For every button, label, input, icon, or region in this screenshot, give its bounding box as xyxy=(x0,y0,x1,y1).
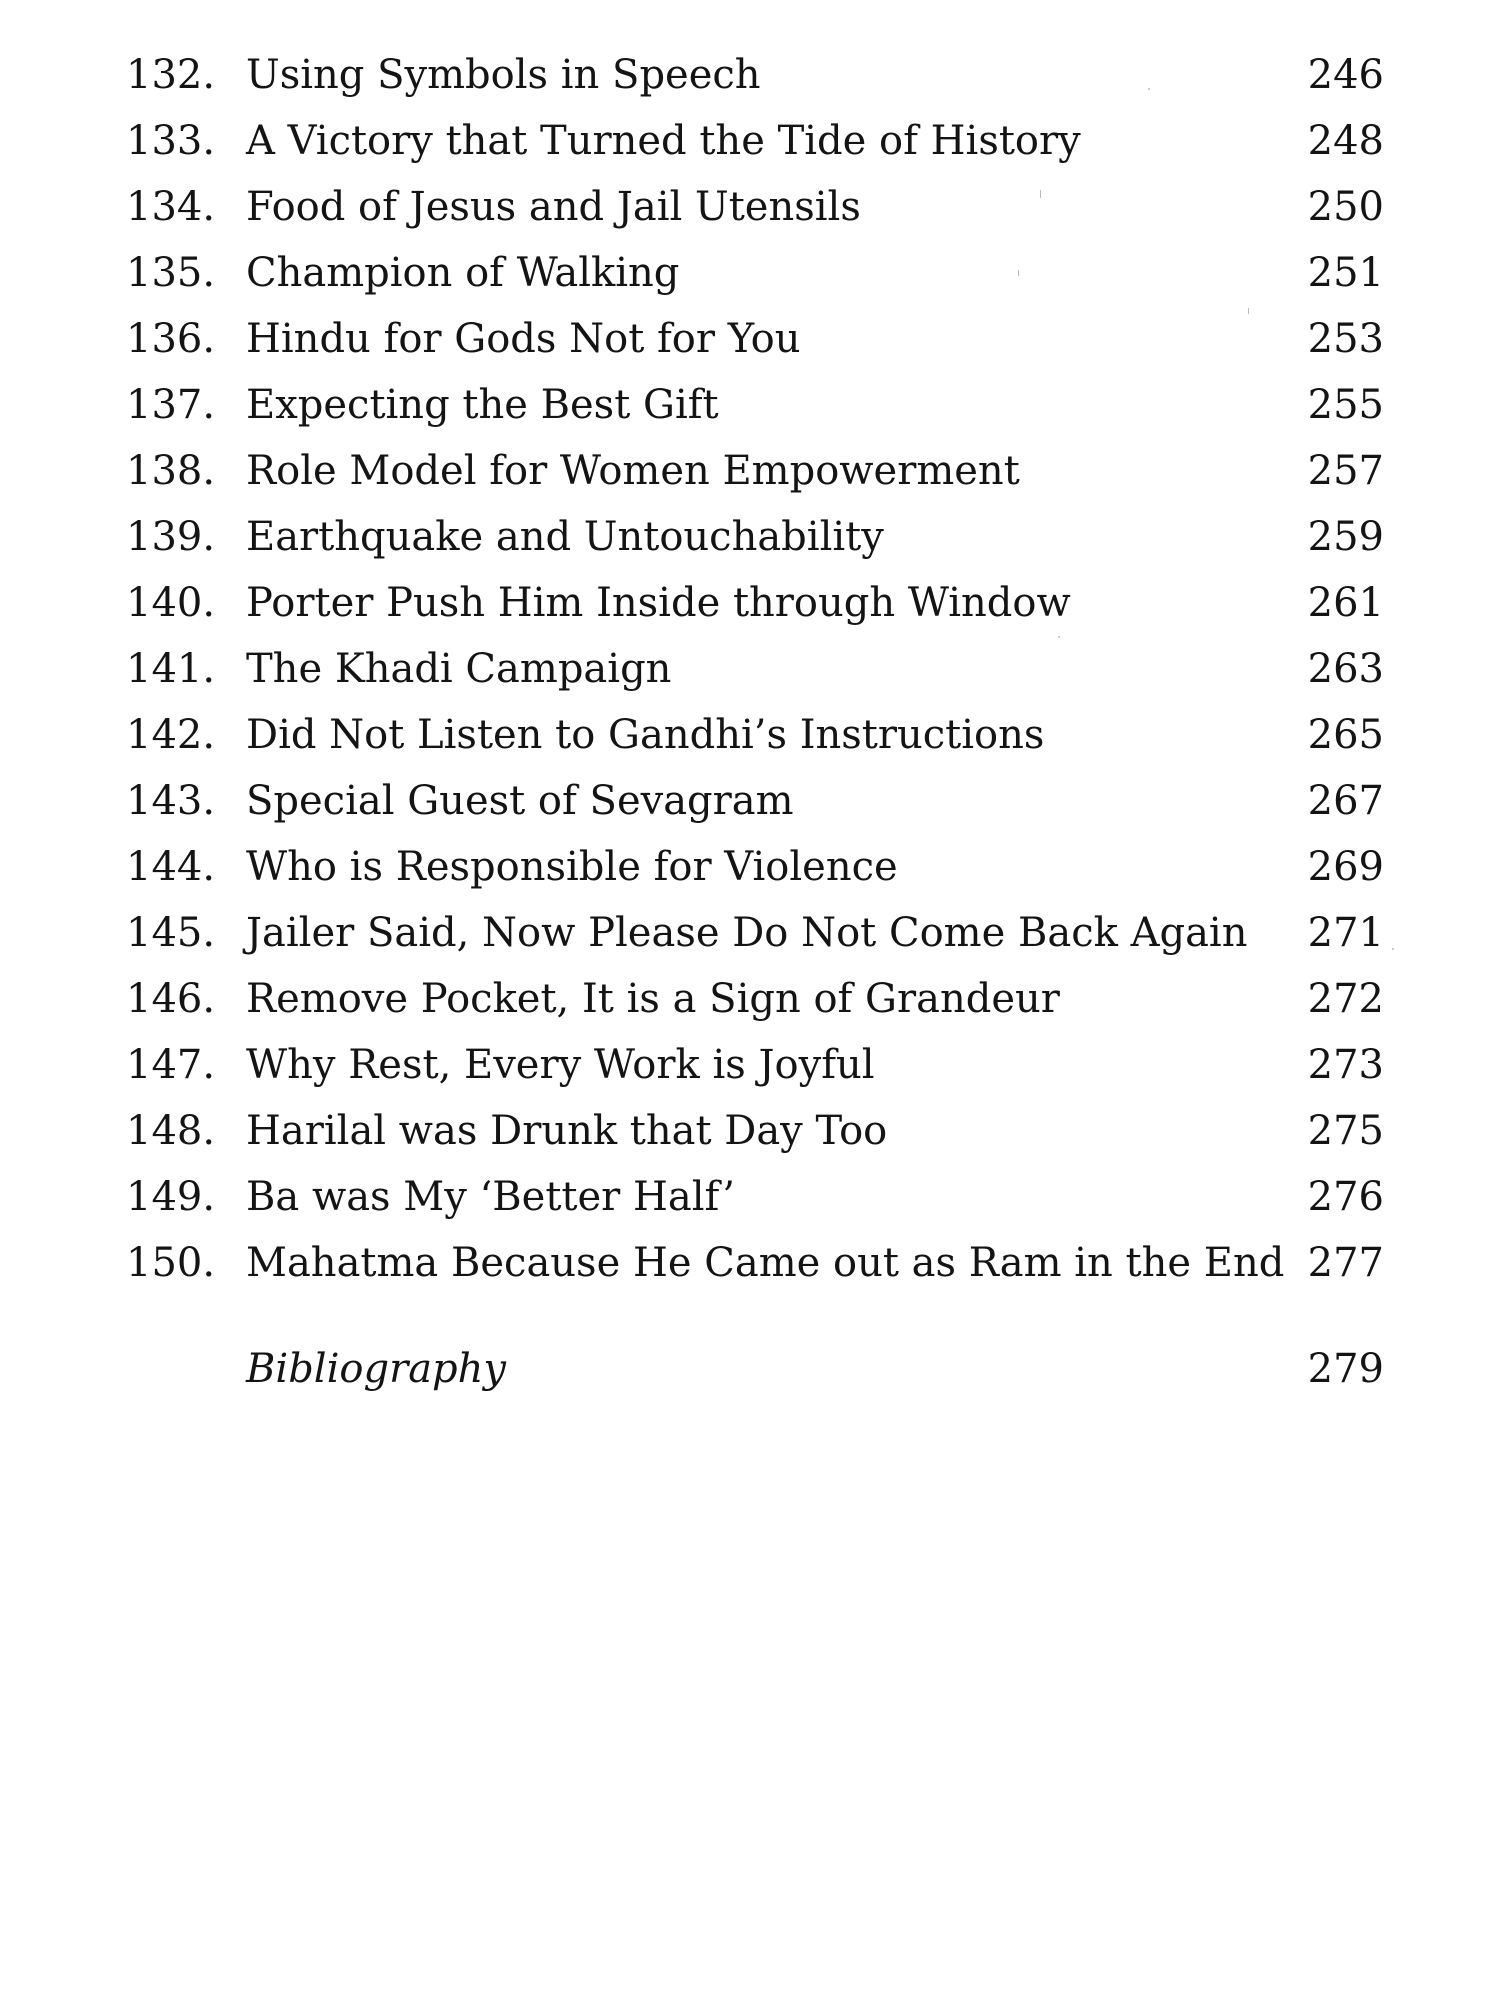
toc-entry-142[interactable] xyxy=(0,702,1500,768)
toc-entry-143[interactable] xyxy=(0,768,1500,834)
toc-entry-135[interactable] xyxy=(0,240,1500,306)
entry-page: 250 xyxy=(1307,184,1384,230)
entry-number: 149. xyxy=(126,1174,216,1220)
entry-title: Porter Push Him Inside through Window xyxy=(246,580,1071,626)
bibliography-title: Bibliography xyxy=(246,1346,506,1392)
entry-title: Why Rest, Every Work is Joyful xyxy=(246,1042,875,1088)
toc-entry-146[interactable] xyxy=(0,966,1500,1032)
entry-title: Did Not Listen to Gandhi’s Instructions xyxy=(246,712,1045,758)
entry-number: 133. xyxy=(126,118,216,164)
toc-entry-136[interactable] xyxy=(0,306,1500,372)
bibliography-page: 279 xyxy=(1307,1346,1384,1392)
entry-title: Ba was My ‘Better Half’ xyxy=(246,1174,735,1220)
entry-number: 146. xyxy=(126,976,216,1022)
toc-entry-149[interactable] xyxy=(0,1164,1500,1230)
entry-page: 265 xyxy=(1307,712,1384,758)
entry-number: 134. xyxy=(126,184,216,230)
scan-speck xyxy=(1040,190,1041,198)
entry-page: 275 xyxy=(1307,1108,1384,1154)
entry-title: Special Guest of Sevagram xyxy=(246,778,794,824)
entry-number: 138. xyxy=(126,448,216,494)
entry-number: 147. xyxy=(126,1042,216,1088)
entry-title: Earthquake and Untouchability xyxy=(246,514,884,560)
entry-number: 148. xyxy=(126,1108,216,1154)
entry-page: 272 xyxy=(1307,976,1384,1022)
toc-entry-137[interactable] xyxy=(0,372,1500,438)
toc-entry-144[interactable] xyxy=(0,834,1500,900)
entry-title: A Victory that Turned the Tide of History xyxy=(246,118,1081,164)
entry-number: 142. xyxy=(126,712,216,758)
entry-page: 277 xyxy=(1307,1240,1384,1286)
entry-title: Jailer Said, Now Please Do Not Come Back Again xyxy=(246,910,1248,956)
entry-page: 273 xyxy=(1307,1042,1384,1088)
entry-page: 257 xyxy=(1307,448,1384,494)
entry-page: 263 xyxy=(1307,646,1384,692)
entry-page: 269 xyxy=(1307,844,1384,890)
toc-entry-133[interactable] xyxy=(0,108,1500,174)
toc-entry-138[interactable] xyxy=(0,438,1500,504)
entry-title: Mahatma Because He Came out as Ram in the End xyxy=(246,1240,1285,1286)
entry-title: Who is Responsible for Violence xyxy=(246,844,898,890)
toc-entry-bibliography[interactable] xyxy=(0,1336,1500,1402)
entry-number: 143. xyxy=(126,778,216,824)
entry-page: 259 xyxy=(1307,514,1384,560)
scan-speck xyxy=(1058,636,1060,638)
toc-entry-140[interactable] xyxy=(0,570,1500,636)
entry-number: 136. xyxy=(126,316,216,362)
entry-number: 137. xyxy=(126,382,216,428)
entry-page: 253 xyxy=(1307,316,1384,362)
entry-number: 135. xyxy=(126,250,216,296)
entry-page: 261 xyxy=(1307,580,1384,626)
toc-entry-150[interactable] xyxy=(0,1230,1500,1296)
entry-number: 150. xyxy=(126,1240,216,1286)
entry-number: 139. xyxy=(126,514,216,560)
entry-number: 144. xyxy=(126,844,216,890)
entry-page: 271 xyxy=(1307,910,1384,956)
scan-speck xyxy=(1148,88,1150,90)
entry-page: 251 xyxy=(1307,250,1384,296)
entry-number: 141. xyxy=(126,646,216,692)
entry-page: 248 xyxy=(1307,118,1384,164)
entry-title: Expecting the Best Gift xyxy=(246,382,719,428)
scan-speck xyxy=(1018,270,1019,276)
entry-number: 132. xyxy=(126,52,216,98)
entry-title: Harilal was Drunk that Day Too xyxy=(246,1108,888,1154)
entry-title: Remove Pocket, It is a Sign of Grandeur xyxy=(246,976,1060,1022)
entry-page: 267 xyxy=(1307,778,1384,824)
entry-number: 140. xyxy=(126,580,216,626)
entry-number: 145. xyxy=(126,910,216,956)
entry-page: 276 xyxy=(1307,1174,1384,1220)
scan-speck xyxy=(1248,308,1249,314)
toc-entry-141[interactable] xyxy=(0,636,1500,702)
toc-entry-132[interactable] xyxy=(0,42,1500,108)
entry-title: Using Symbols in Speech xyxy=(246,52,761,98)
entry-title: Hindu for Gods Not for You xyxy=(246,316,801,362)
toc-entry-147[interactable] xyxy=(0,1032,1500,1098)
entry-title: The Khadi Campaign xyxy=(246,646,672,692)
toc-entry-134[interactable] xyxy=(0,174,1500,240)
entry-page: 246 xyxy=(1307,52,1384,98)
entry-title: Champion of Walking xyxy=(246,250,680,296)
toc-entry-145[interactable] xyxy=(0,900,1500,966)
entry-page: 255 xyxy=(1307,382,1384,428)
table-of-contents xyxy=(0,42,1500,1296)
entry-title: Food of Jesus and Jail Utensils xyxy=(246,184,861,230)
entry-title: Role Model for Women Empowerment xyxy=(246,448,1020,494)
toc-entry-148[interactable] xyxy=(0,1098,1500,1164)
scan-speck xyxy=(1392,948,1394,950)
toc-entry-139[interactable] xyxy=(0,504,1500,570)
